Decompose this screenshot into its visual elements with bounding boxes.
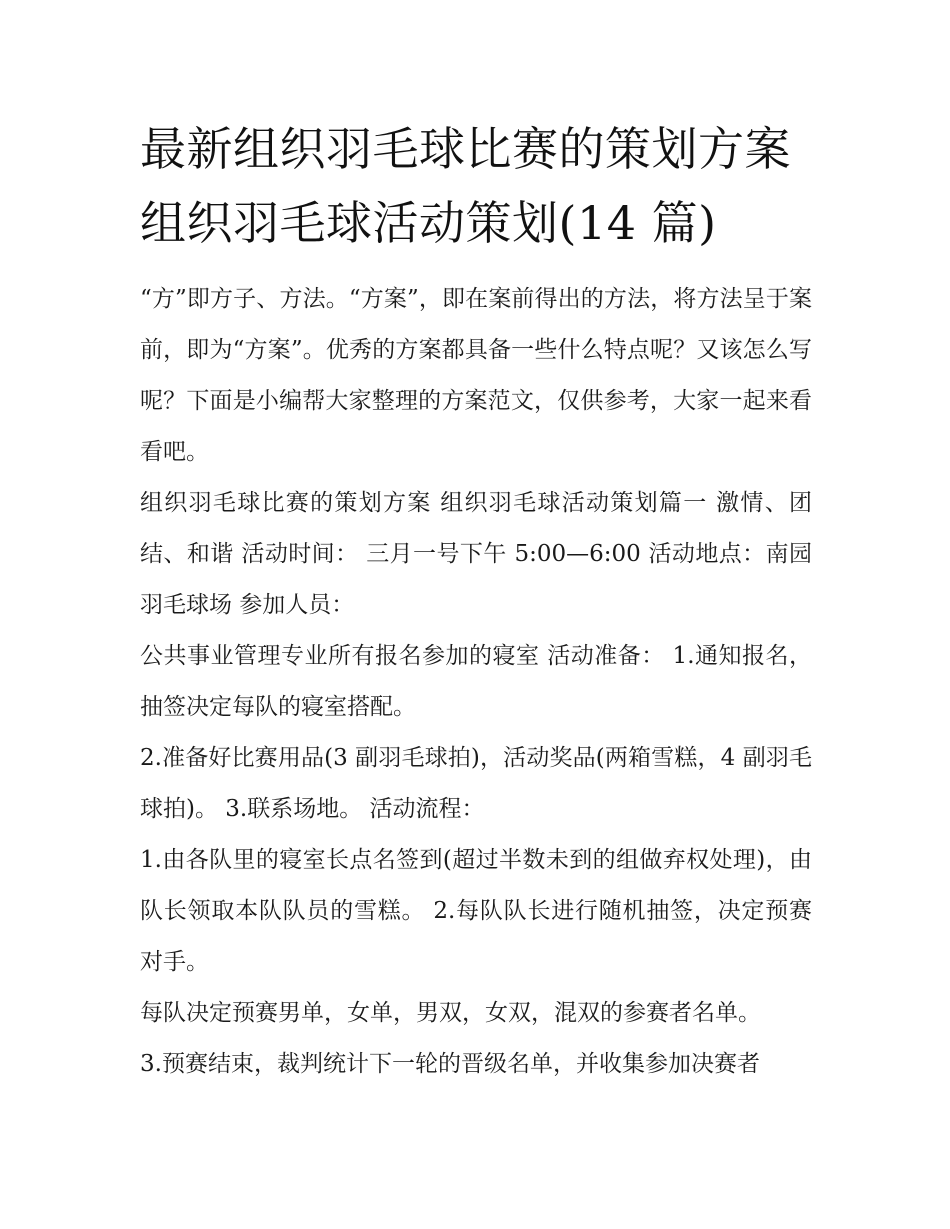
- paragraph-participants: 公共事业管理专业所有报名参加的寝室 活动准备： 1.通知报名，抽签决定每队的寝室搭配。: [140, 643, 812, 720]
- paragraph-intro: “方”即方子、方法。“方案”，即在案前得出的方法，将方法呈于案前，即为“方案”。优秀的方案都具备一些什么特点呢？又该怎么写呢？下面是小编帮大家整理的方案范文，仅供参考，大家一起来看看吧。: [140, 286, 812, 465]
- paragraph-roster: 每队决定预赛男单，女单，男双，女双，混双的参赛者名单。: [140, 1000, 761, 1026]
- document-page: [140, 112, 812, 1090]
- paragraph-process-step-1: 1.由各队里的寝室长点名签到(超过半数未到的组做弃权处理)，由队长领取本队队员的雪糕。 2.每队队长进行随机抽签，决定预赛对手。: [140, 847, 812, 975]
- document-body: [140, 274, 812, 1090]
- paragraph-activity-info: 组织羽毛球比赛的策划方案 组织羽毛球活动策划篇一 激情、团结、和谐 活动时间： 三月一号下午 5:00—6:00 活动地点：南园羽毛球场 参加人员：: [140, 490, 812, 618]
- document-title: 最新组织羽毛球比赛的策划方案 组织羽毛球活动策划(14 篇): [140, 122, 791, 250]
- paragraph-process-step-3: 3.预赛结束，裁判统计下一轮的晋级名单，并收集参加决赛者: [140, 1051, 760, 1077]
- paragraph-preparation: 2.准备好比赛用品(3 副羽毛球拍)，活动奖品(两箱雪糕，4 副羽毛球拍)。 3.联系场地。 活动流程：: [140, 745, 812, 822]
